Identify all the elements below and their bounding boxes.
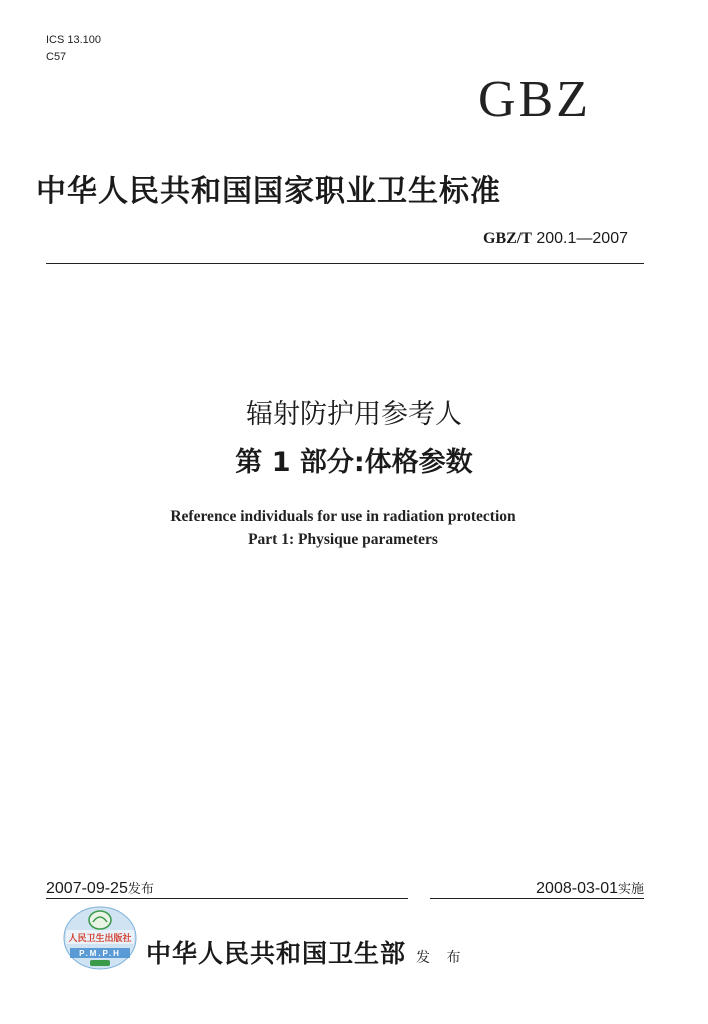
publisher-name: 中华人民共和国卫生部: [146, 939, 407, 968]
publisher: [146, 934, 466, 970]
pmph-emblem-icon: [62, 904, 138, 972]
classification-codes: [46, 32, 101, 66]
effective-date: [536, 878, 644, 898]
publisher-logo: [62, 904, 138, 972]
issue-date-value: 2007-09-25: [46, 880, 128, 897]
logo-abbreviation: P.M.P.H: [79, 949, 121, 958]
issue-date: [46, 878, 154, 898]
bottom-divider-right: [430, 898, 644, 899]
issue-date-suffix: 发布: [127, 881, 154, 896]
title-cn-line2: 第 1 部分:体格参数: [235, 447, 473, 478]
ics-code: ICS 13.100: [46, 34, 102, 46]
title-en-line2: Part 1: Physique parameters: [248, 531, 438, 548]
top-divider: [46, 263, 644, 264]
title-cn-line1: 辐射防护用参考人: [246, 399, 462, 430]
ccs-code: C57: [46, 51, 67, 63]
standard-code: [483, 230, 628, 248]
authority-title: 中华人民共和国国家职业卫生标准: [36, 174, 501, 209]
effective-date-value: 2008-03-01: [536, 880, 618, 897]
standard-logo: GBZ: [478, 71, 591, 128]
publisher-suffix: 发 布: [416, 950, 467, 966]
effective-date-suffix: 实施: [617, 881, 644, 896]
standard-code-prefix: GBZ/T: [483, 230, 532, 247]
standard-code-number: 200.1—2007: [536, 230, 628, 247]
logo-publisher-name: 人民卫生出版社: [68, 934, 132, 944]
bottom-divider-left: [46, 898, 408, 899]
title-en-line1: Reference individuals for use in radiation protection: [170, 508, 516, 525]
